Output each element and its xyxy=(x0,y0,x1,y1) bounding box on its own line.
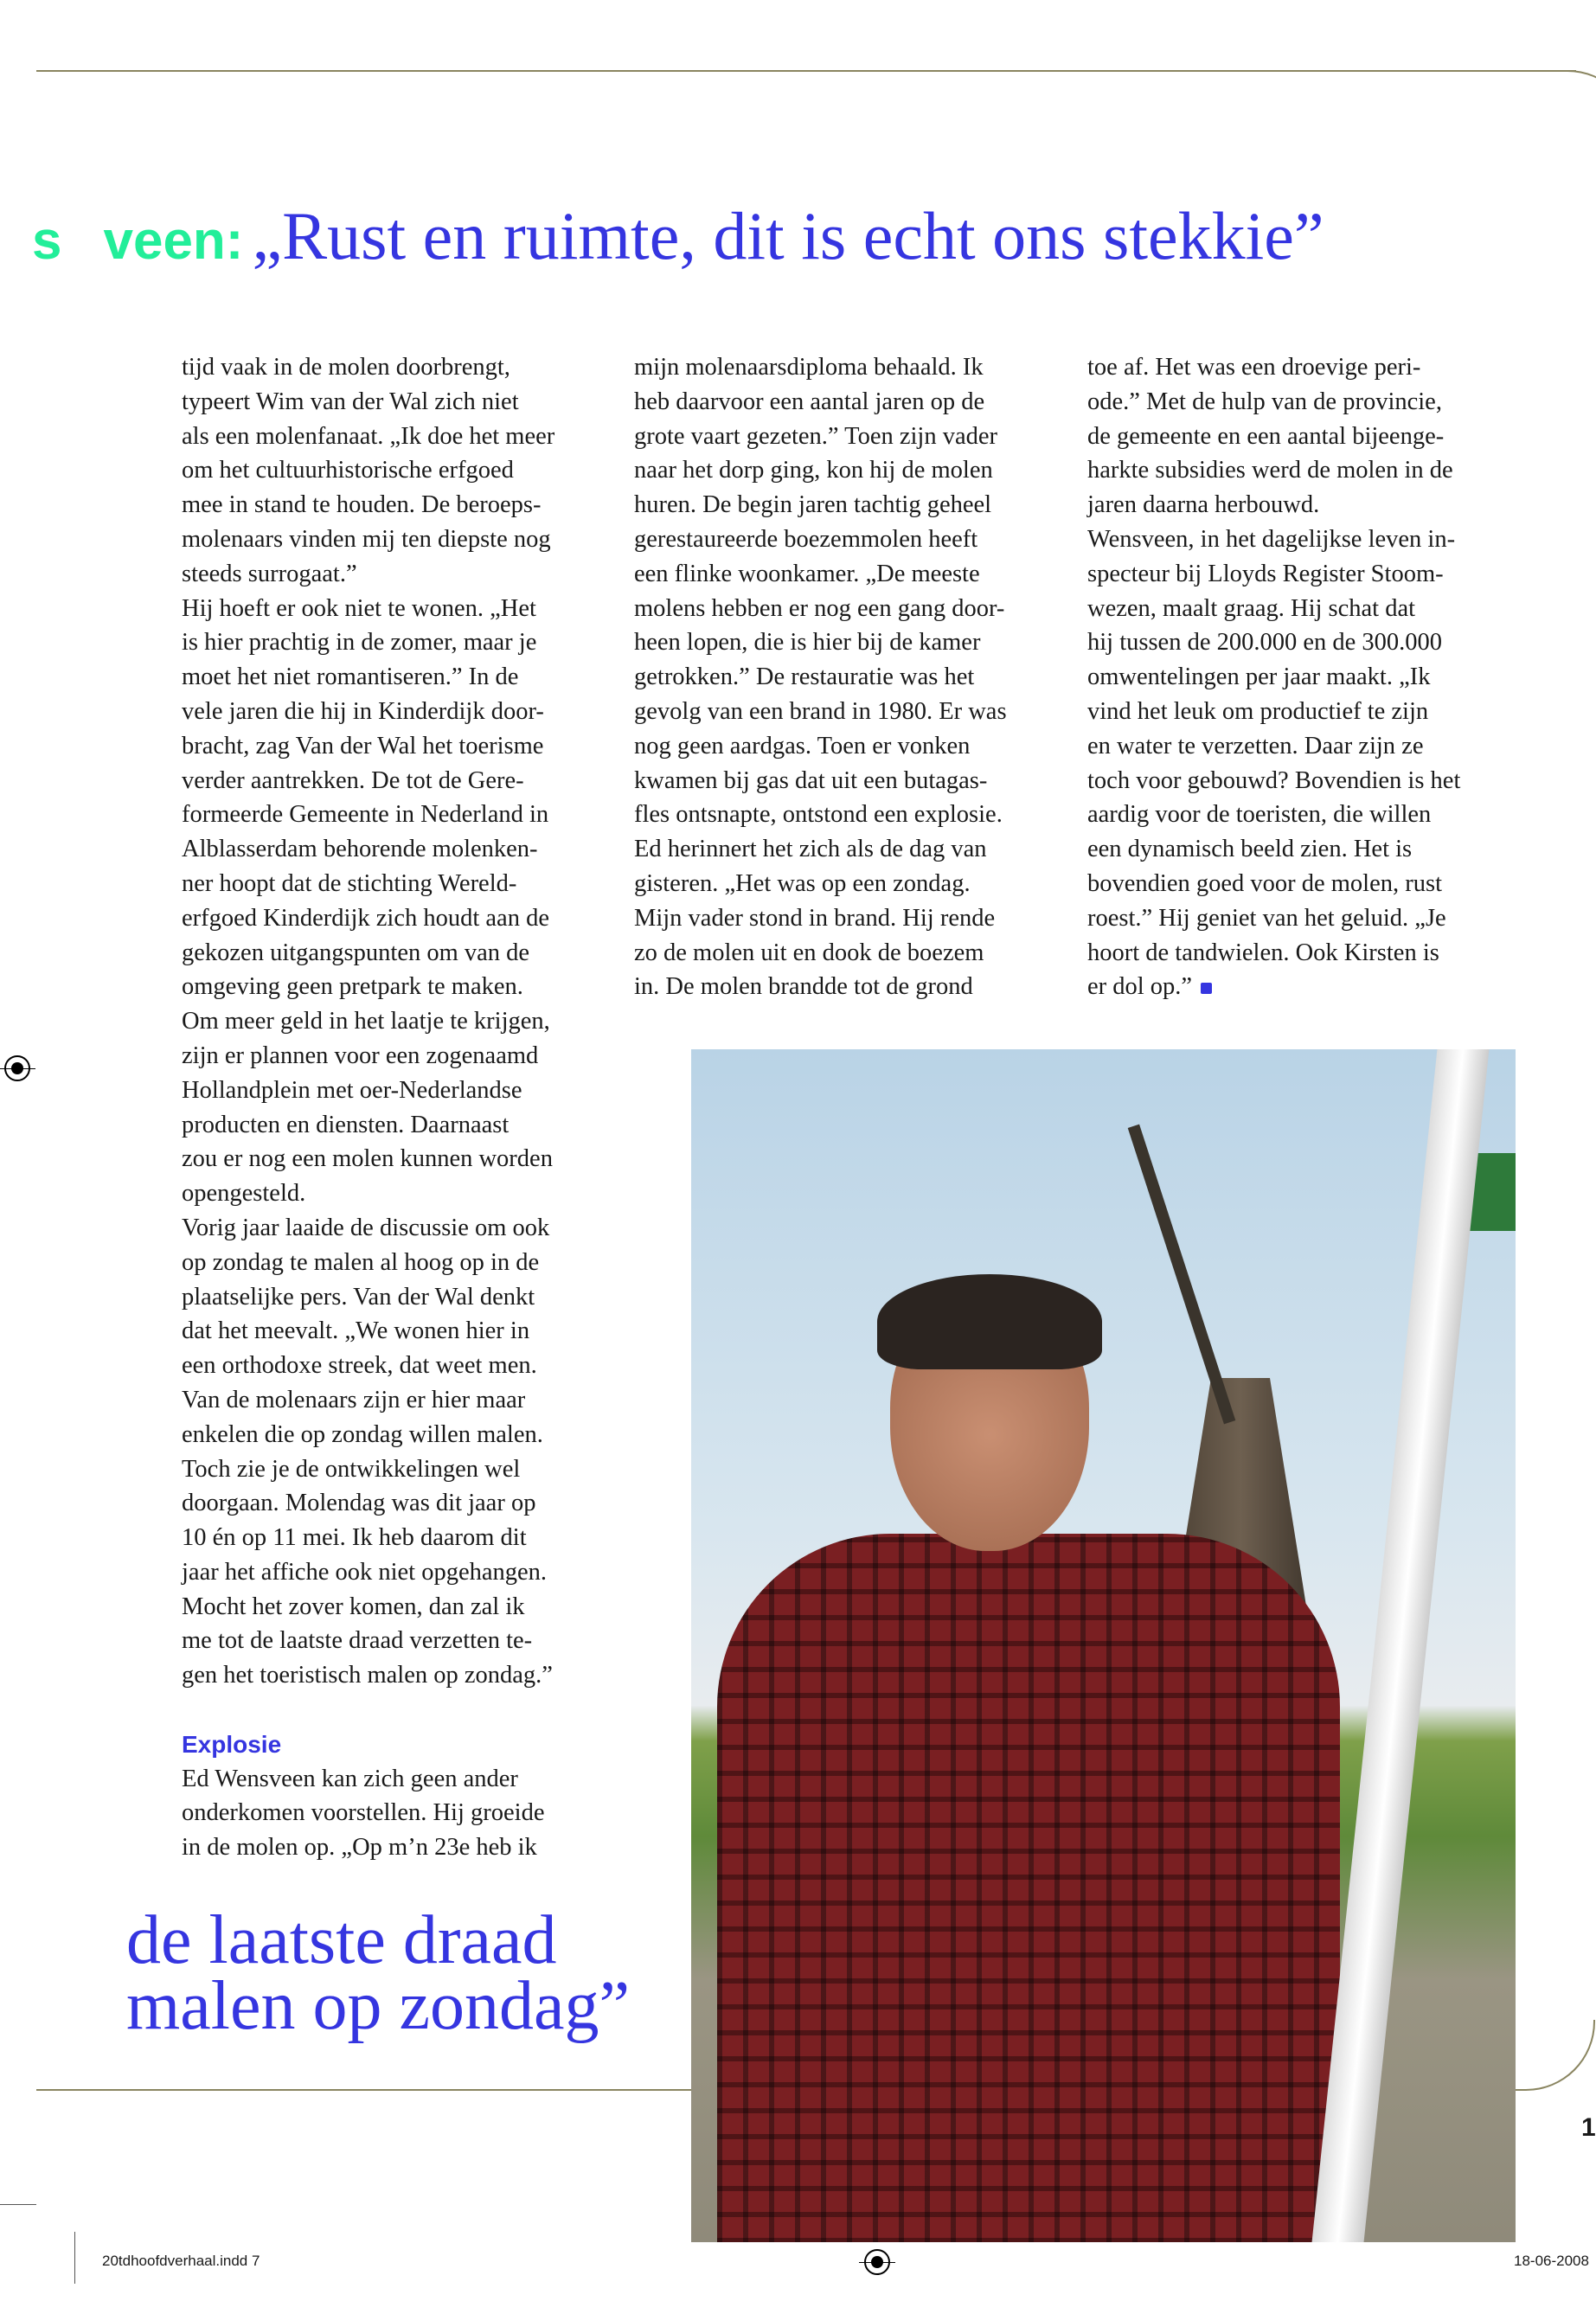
text-column-2 xyxy=(634,350,1007,1004)
text-line: naar het dorp ging, kon hij de molen xyxy=(634,457,993,484)
text-line: gerestaureerde boezemmolen heeft xyxy=(634,525,978,553)
text-line: Om meer geld in het laatje te krijgen, xyxy=(182,1008,550,1035)
pull-quote xyxy=(126,1902,630,2044)
end-mark-icon xyxy=(1201,983,1212,994)
text-line: doorgaan. Molendag was dit jaar op xyxy=(182,1490,536,1517)
text-line: is hier prachtig in de zomer, maar je xyxy=(182,629,537,657)
text-line: plaatselijke pers. Van der Wal denkt xyxy=(182,1283,535,1311)
text-line: erfgoed Kinderdijk zich houdt aan de xyxy=(182,904,549,932)
pull-quote-line: malen op zondag” xyxy=(126,1968,630,2044)
text-line: omgeving geen pretpark te maken. xyxy=(182,973,523,1001)
text-line: hoort de tandwielen. Ook Kirsten is xyxy=(1087,939,1439,966)
text-line: onderkomen voorstellen. Hij groeide xyxy=(182,1799,545,1827)
text-line: Ed herinnert het zich als de dag van xyxy=(634,836,987,863)
text-line: in. De molen brandde tot de grond xyxy=(634,973,973,1001)
text-line: toch voor gebouwd? Bovendien is het xyxy=(1087,766,1461,794)
text-line: Vorig jaar laaide de discussie om ook xyxy=(182,1214,550,1241)
text-line: de gemeente en een aantal bijeenge- xyxy=(1087,422,1445,450)
text-line: roest.” Hij geniet van het geluid. „Je xyxy=(1087,904,1446,932)
text-line: Hollandplein met oer-Nederlandse xyxy=(182,1076,522,1104)
text-column-1 xyxy=(182,350,554,1865)
text-line: specteur bij Lloyds Register Stoom- xyxy=(1087,560,1444,587)
text-line: in de molen op. „Op m’n 23e heb ik xyxy=(182,1834,537,1862)
text-line: formeerde Gemeente in Nederland in xyxy=(182,801,549,829)
text-line: 10 én op 11 mei. Ik heb daarom dit xyxy=(182,1524,527,1552)
text-line: mee in stand te houden. De beroeps- xyxy=(182,491,542,519)
text-line: getrokken.” De restauratie was het xyxy=(634,663,975,691)
text-line: Van de molenaars zijn er hier maar xyxy=(182,1386,526,1413)
top-rule xyxy=(36,70,1576,72)
text-line: steeds surrogaat.” xyxy=(182,560,357,587)
text-line: heen lopen, die is hier bij de kamer xyxy=(634,629,981,657)
text-line: grote vaart gezeten.” Toen zijn vader xyxy=(634,422,998,450)
top-rule-curve xyxy=(1531,70,1596,141)
text-line: op zondag te malen al hoog op in de xyxy=(182,1248,540,1276)
crop-mark xyxy=(0,2204,36,2205)
registration-mark-icon xyxy=(4,1055,30,1081)
text-line: gevolg van een brand in 1980. Er was xyxy=(634,697,1007,725)
crop-mark xyxy=(74,2232,75,2284)
text-line: Hij hoeft er ook niet te wonen. „Het xyxy=(182,594,536,622)
text-line: jaar het affiche ook niet opgehangen. xyxy=(182,1558,548,1586)
man-hair xyxy=(877,1274,1102,1369)
text-line: ner hoopt dat de stichting Wereld- xyxy=(182,869,517,897)
text-line: Mijn vader stond in brand. Hij rende xyxy=(634,904,996,932)
text-line: toe af. Het was een droevige peri- xyxy=(1087,354,1421,381)
text-line: dat het meevalt. „We wonen hier in xyxy=(182,1317,530,1345)
text-line: tijd vaak in de molen doorbrengt, xyxy=(182,354,510,381)
text-line: jaren daarna herbouwd. xyxy=(1087,491,1320,519)
text-line: vele jaren die hij in Kinderdijk door- xyxy=(182,697,544,725)
text-line: gen het toeristisch malen op zondag.” xyxy=(182,1662,553,1689)
text-line: typeert Wim van der Wal zich niet xyxy=(182,388,519,415)
text-line: heb daarvoor een aantal jaren op de xyxy=(634,388,985,415)
text-line: aardig voor de toeristen, die willen xyxy=(1087,801,1432,829)
bottom-rule-curve xyxy=(1516,2020,1595,2091)
text-column-3 xyxy=(1087,350,1460,1004)
text-line: moet het niet romantiseren.” In de xyxy=(182,663,519,691)
text-line: gisteren. „Het was op een zondag. xyxy=(634,869,971,897)
text-line: zou er nog een molen kunnen worden xyxy=(182,1145,553,1173)
text-line: wezen, maalt graag. Hij schat dat xyxy=(1087,594,1416,622)
text-line: gekozen uitgangspunten om van de xyxy=(182,939,530,966)
text-line: opengesteld. xyxy=(182,1180,306,1208)
text-line: Toch zie je de ontwikkelingen wel xyxy=(182,1455,521,1483)
white-post xyxy=(1312,1049,1490,2242)
text-line: fles ontsnapte, ontstond een explosie. xyxy=(634,801,1003,829)
text-line: producten en diensten. Daarnaast xyxy=(182,1111,510,1138)
pull-quote-line: de laatste draad xyxy=(126,1902,557,1978)
text-line: Mocht het zover komen, dan zal ik xyxy=(182,1593,525,1620)
text-line: Alblasserdam behorende molenken- xyxy=(182,836,538,863)
text-line: huren. De begin jaren tachtig geheel xyxy=(634,491,992,519)
article-title xyxy=(32,197,1324,280)
text-line: harkte subsidies werd de molen in de xyxy=(1087,457,1453,484)
bottom-rule xyxy=(36,2089,691,2091)
subheading: Explosie xyxy=(182,1730,282,1758)
text-line: kwamen bij gas dat uit een butagas- xyxy=(634,766,988,794)
text-line: zo de molen uit en dook de boezem xyxy=(634,939,984,966)
text-line: als een molenfanaat. „Ik doe het meer xyxy=(182,422,555,450)
text-line: verder aantrekken. De tot de Gere- xyxy=(182,766,524,794)
text-line: bracht, zag Van der Wal het toerisme xyxy=(182,732,544,760)
text-line: bovendien goed voor de molen, rust xyxy=(1087,869,1442,897)
text-line: hij tussen de 200.000 en de 300.000 xyxy=(1087,629,1443,657)
text-line: molenaars vinden mij ten diepste nog xyxy=(182,525,551,553)
footer-date: 18-06-2008 xyxy=(1514,2253,1589,2269)
title-quote: „Rust en ruimte, dit is echt ons stekkie” xyxy=(252,198,1324,273)
spacer xyxy=(182,1693,554,1727)
text-line: zijn er plannen voor een zogenaamd xyxy=(182,1042,539,1069)
text-line: Wensveen, in het dagelijkse leven in- xyxy=(1087,525,1456,553)
text-line: omwentelingen per jaar maakt. „Ik xyxy=(1087,663,1431,691)
text-line: ode.” Met de hulp van de provincie, xyxy=(1087,388,1442,415)
title-fragment: s xyxy=(32,211,62,271)
text-line: mijn molenaarsdiploma behaald. Ik xyxy=(634,354,984,381)
registration-mark-icon xyxy=(864,2249,890,2275)
text-line: enkelen die op zondag willen malen. xyxy=(182,1420,543,1448)
text-line: Ed Wensveen kan zich geen ander xyxy=(182,1765,518,1792)
text-line: en water te verzetten. Daar zijn ze xyxy=(1087,732,1424,760)
text-line: om het cultuurhistorische erfgoed xyxy=(182,457,514,484)
footer-filename: 20tdhoofdverhaal.indd 7 xyxy=(102,2253,260,2269)
text-line: molens hebben er nog een gang door- xyxy=(634,594,1005,622)
portrait-photo xyxy=(691,1049,1516,2242)
page-number: 1 xyxy=(1581,2113,1596,2142)
man-plaid-shirt xyxy=(717,1534,1340,2242)
text-line: me tot de laatste draad verzetten te- xyxy=(182,1627,533,1655)
text-line: een flinke woonkamer. „De meeste xyxy=(634,560,980,587)
text-line: een orthodoxe streek, dat weet men. xyxy=(182,1352,537,1380)
title-fragment-name: veen: xyxy=(103,211,244,271)
text-line: vind het leuk om productief te zijn xyxy=(1087,697,1429,725)
text-line: er dol op.” xyxy=(1087,970,1460,1004)
text-line: nog geen aardgas. Toen er vonken xyxy=(634,732,971,760)
windmill-sail xyxy=(1128,1125,1236,1425)
text-line: een dynamisch beeld zien. Het is xyxy=(1087,836,1413,863)
